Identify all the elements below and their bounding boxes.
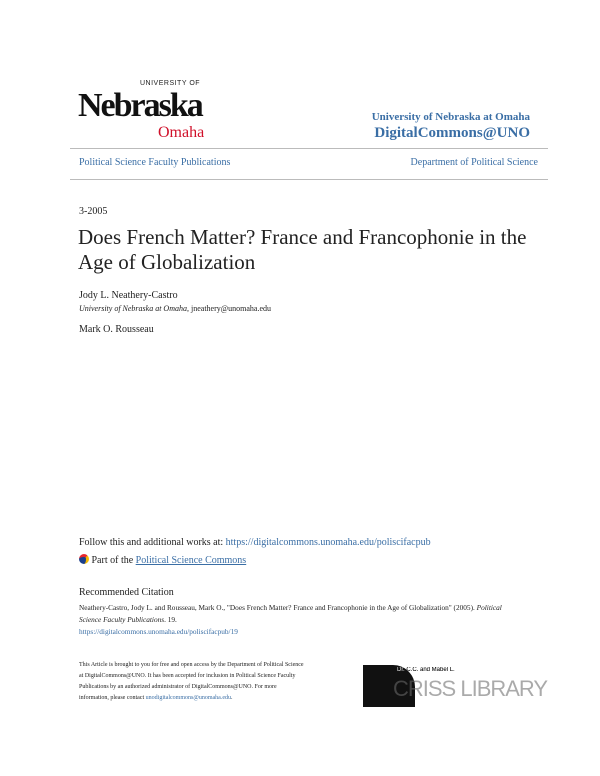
follow-label: Follow this and additional works at: — [79, 537, 224, 548]
institution-name: University of Nebraska at Omaha — [371, 111, 530, 123]
author-affiliation: University of Nebraska at Omaha, jneathery@unomaha.edu — [79, 304, 272, 313]
library-small-text: Dr. C.C. and Mabel L. — [397, 667, 455, 673]
author-name: Jody L. Neathery-Castro — [79, 290, 178, 301]
affiliation: University of Nebraska at Omaha — [79, 304, 187, 313]
repository-header — [372, 110, 530, 142]
commons-link[interactable]: Political Science Commons — [135, 555, 247, 566]
part-of-label: Part of the — [91, 555, 134, 566]
library-main-text: CRISS LIBRARY — [393, 676, 548, 701]
unomaha-logo — [78, 80, 218, 142]
access-notice — [79, 660, 304, 704]
divider — [70, 148, 548, 149]
publication-date: 3-2005 — [79, 206, 108, 217]
logo-main: Nebraska — [78, 87, 202, 124]
criss-library-logo — [363, 665, 548, 707]
article-title: Does French Matter? France and Francophonie in the Age of Globalization — [78, 225, 527, 274]
commons-icon — [79, 554, 89, 564]
follow-line — [79, 536, 431, 549]
contact-email[interactable]: unodigitalcommons@unomaha.edu — [145, 695, 232, 701]
citation-number: . 19. — [164, 615, 177, 624]
department-link[interactable]: Department of Political Science — [410, 157, 538, 168]
notice-end: . — [231, 695, 233, 701]
repository-name: DigitalCommons@UNO — [374, 125, 530, 141]
author-email: jneathery@unomaha.edu — [191, 304, 272, 313]
logo-sub: Omaha — [158, 124, 205, 141]
logo-top: UNIVERSITY OF — [140, 80, 201, 87]
citation-body — [79, 602, 524, 638]
citation-url[interactable]: https://digitalcommons.unomaha.edu/poliscifacpub/19 — [79, 627, 238, 636]
divider — [70, 179, 548, 180]
series-link[interactable]: Political Science Faculty Publications — [79, 157, 231, 168]
author-name: Mark O. Rousseau — [79, 324, 154, 335]
part-of-line — [79, 554, 246, 567]
citation-series: Political Science Faculty Publications — [79, 603, 502, 624]
citation-text: Neathery-Castro, Jody L. and Rousseau, Mark O., "Does French Matter? France and Francophonie in the Age of Globalization" (2005). — [79, 603, 475, 612]
notice-text: This Article is brought to you for free and open access by the Department of Political Science at DigitalCommons@UNO. It has been accepted for inclusion in Political Science Faculty Publications by an authorized administrator of DigitalCommons@UNO. For more information, please contact — [79, 662, 304, 701]
follow-link[interactable]: https://digitalcommons.unomaha.edu/poliscifacpub — [225, 537, 431, 548]
citation-heading: Recommended Citation — [79, 587, 174, 598]
